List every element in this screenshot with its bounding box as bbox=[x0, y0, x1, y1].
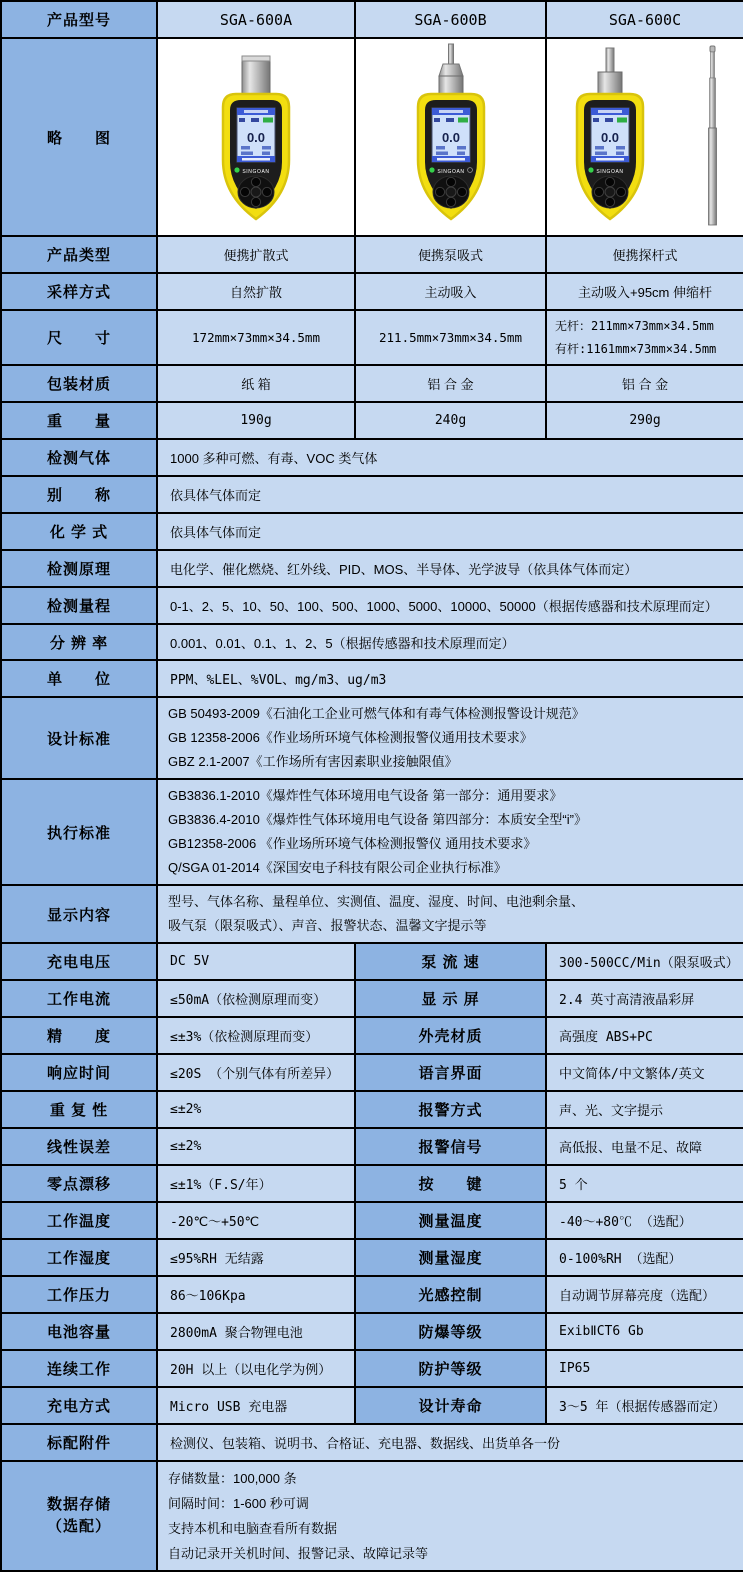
row-model bbox=[1, 1, 743, 38]
label-zero-drift: 零点漂移 bbox=[1, 1165, 157, 1202]
label-measure-temperature: 测量温度 bbox=[355, 1202, 546, 1239]
device-image-sga-600a bbox=[193, 42, 319, 232]
explosion-proof-grade-value: ExibⅡCT6 Gb bbox=[546, 1313, 743, 1350]
accuracy-value: ≤±3%（依检测原理而变） bbox=[157, 1017, 355, 1054]
model-sga-600c: SGA-600C bbox=[546, 1, 743, 38]
alarm-mode-value: 声、光、文字提示 bbox=[546, 1091, 743, 1128]
row-data-storage bbox=[1, 1461, 743, 1571]
screen-value: 0.0 bbox=[246, 130, 266, 145]
label-measure-humidity: 测量湿度 bbox=[355, 1239, 546, 1276]
label-packaging: 包装材质 bbox=[1, 365, 157, 402]
accessories-value: 检测仪、包装箱、说明书、合格证、充电器、数据线、出货单各一份 bbox=[157, 1424, 743, 1461]
label-alarm-signal: 报警信号 bbox=[355, 1128, 546, 1165]
data-storage-value bbox=[157, 1461, 743, 1571]
label-detection-range: 检测量程 bbox=[1, 587, 157, 624]
sensor-cap-icon bbox=[598, 72, 622, 96]
sampling-c: 主动吸入+95cm 伸缩杆 bbox=[546, 273, 743, 310]
label-dimensions: 尺 寸 bbox=[1, 310, 157, 365]
brand-label: SINGOAN bbox=[242, 169, 270, 175]
label-product-model: 产品型号 bbox=[1, 1, 157, 38]
row-exec-standards bbox=[1, 779, 743, 885]
row-accessories bbox=[1, 1424, 743, 1461]
detection-range-value: 0-1、2、5、10、50、100、500、1000、5000、10000、50000（根据传感器和技术原理而定） bbox=[157, 587, 743, 624]
linearity-error-value: ≤±2% bbox=[157, 1128, 355, 1165]
exec-standards-value bbox=[157, 779, 743, 885]
label-chemical-formula: 化 学 式 bbox=[1, 513, 157, 550]
label-light-control: 光感控制 bbox=[355, 1276, 546, 1313]
measure-humidity-value: 0-100%RH （选配） bbox=[546, 1239, 743, 1276]
row-sketch bbox=[1, 38, 743, 236]
data-storage-line: 支持本机和电脑查看所有数据 bbox=[168, 1521, 338, 1536]
row-working-humidity-measure-humidity bbox=[1, 1239, 743, 1276]
label-alias: 别 称 bbox=[1, 476, 157, 513]
continuous-work-value: 20H 以上（以电化学为例） bbox=[157, 1350, 355, 1387]
label-display-content: 显示内容 bbox=[1, 885, 157, 943]
sampling-a: 自然扩散 bbox=[157, 273, 355, 310]
label-sketch: 略 图 bbox=[1, 38, 157, 236]
zero-drift-value: ≤±1%（F.S/年） bbox=[157, 1165, 355, 1202]
label-repeatability: 重 复 性 bbox=[1, 1091, 157, 1128]
row-chemical-formula bbox=[1, 513, 743, 550]
exec-standard-line: GB3836.1-2010《爆炸性气体环境用电气设备 第一部分：通用要求》 bbox=[168, 788, 563, 803]
unit-value: PPM、%LEL、%VOL、mg/m3、ug/m3 bbox=[157, 660, 743, 697]
model-sga-600b: SGA-600B bbox=[355, 1, 546, 38]
design-standard-line: GBZ 2.1-2007《工作场所有害因素职业接触限值》 bbox=[168, 754, 458, 769]
packaging-c: 铝 合 金 bbox=[546, 365, 743, 402]
label-detection-principle: 检测原理 bbox=[1, 550, 157, 587]
sampling-b: 主动吸入 bbox=[355, 273, 546, 310]
measure-temperature-value: -40～+80℃ （选配） bbox=[546, 1202, 743, 1239]
product-type-c: 便携探杆式 bbox=[546, 236, 743, 273]
weight-a: 190g bbox=[157, 402, 355, 439]
probe-cone-icon bbox=[439, 64, 463, 76]
screen-value: 0.0 bbox=[441, 130, 460, 145]
label-response-time: 响应时间 bbox=[1, 1054, 157, 1091]
response-time-value: ≤20S （个别气体有所差异） bbox=[157, 1054, 355, 1091]
working-current-value: ≤50mA（依检测原理而变） bbox=[157, 980, 355, 1017]
row-continuous-work-protection-grade bbox=[1, 1350, 743, 1387]
row-accuracy-shell-material bbox=[1, 1017, 743, 1054]
working-pressure-value: 86～106Kpa bbox=[157, 1276, 355, 1313]
row-detection-range bbox=[1, 587, 743, 624]
row-design-standards bbox=[1, 697, 743, 779]
row-detection-principle bbox=[1, 550, 743, 587]
row-resolution bbox=[1, 624, 743, 660]
row-working-pressure-light-control bbox=[1, 1276, 743, 1313]
row-alias bbox=[1, 476, 743, 513]
row-unit bbox=[1, 660, 743, 697]
led-indicator bbox=[234, 167, 239, 172]
dimensions-a: 172mm×73mm×34.5mm bbox=[157, 310, 355, 365]
pump-flow-value: 300-500CC/Min（限泵吸式） bbox=[546, 943, 743, 980]
model-sga-600a: SGA-600A bbox=[157, 1, 355, 38]
working-humidity-value: ≤95%RH 无结露 bbox=[157, 1239, 355, 1276]
data-storage-line: 存储数量：100,000 条 bbox=[168, 1471, 297, 1486]
sketch-cell-a bbox=[157, 38, 355, 236]
design-standard-line: GB 12358-2006《作业场所环境气体检测报警仪通用技术要求》 bbox=[168, 730, 533, 745]
chemical-formula-value: 依具体气体而定 bbox=[157, 513, 743, 550]
dimensions-c bbox=[546, 310, 743, 365]
language-value: 中文简体/中文繁体/英文 bbox=[546, 1054, 743, 1091]
row-linearity-alarm-signal bbox=[1, 1128, 743, 1165]
label-design-life: 设计寿命 bbox=[355, 1387, 546, 1424]
device-image-sga-600b bbox=[388, 42, 514, 232]
charge-method-value: Micro USB 充电器 bbox=[157, 1387, 355, 1424]
sketch-cell-c bbox=[546, 38, 743, 236]
design-standards-value bbox=[157, 697, 743, 779]
row-working-current-display-screen bbox=[1, 980, 743, 1017]
label-continuous-work: 连续工作 bbox=[1, 1350, 157, 1387]
label-pump-flow: 泵 流 速 bbox=[355, 943, 546, 980]
row-sampling-method bbox=[1, 273, 743, 310]
display-screen-value: 2.4 英寸高清液晶彩屏 bbox=[546, 980, 743, 1017]
row-repeatability-alarm-mode bbox=[1, 1091, 743, 1128]
packaging-b: 铝 合 金 bbox=[355, 365, 546, 402]
row-gas-types bbox=[1, 439, 743, 476]
row-dimensions bbox=[1, 310, 743, 365]
label-working-pressure: 工作压力 bbox=[1, 1276, 157, 1313]
data-storage-label-line: （选配） bbox=[46, 1518, 111, 1535]
label-unit: 单 位 bbox=[1, 660, 157, 697]
label-accessories: 标配附件 bbox=[1, 1424, 157, 1461]
label-working-temperature: 工作温度 bbox=[1, 1202, 157, 1239]
row-weight bbox=[1, 402, 743, 439]
product-type-b: 便携泵吸式 bbox=[355, 236, 546, 273]
label-charge-voltage: 充电电压 bbox=[1, 943, 157, 980]
charge-voltage-value: DC 5V bbox=[157, 943, 355, 980]
weight-c: 290g bbox=[546, 402, 743, 439]
dimensions-c-with-rod: 有杆:1161mm×73mm×34.5mm bbox=[555, 341, 717, 356]
probe-rod-icon bbox=[448, 44, 453, 64]
label-resolution: 分 辨 率 bbox=[1, 624, 157, 660]
label-linearity-error: 线性误差 bbox=[1, 1128, 157, 1165]
label-exec-standards: 执行标准 bbox=[1, 779, 157, 885]
detection-principle-value: 电化学、催化燃烧、红外线、PID、MOS、半导体、光学波导（依具体气体而定） bbox=[157, 550, 743, 587]
row-charge-method-design-life bbox=[1, 1387, 743, 1424]
weight-b: 240g bbox=[355, 402, 546, 439]
exec-standard-line: Q/SGA 01-2014《深国安电子科技有限公司企业执行标准》 bbox=[168, 860, 507, 875]
label-charge-method: 充电方式 bbox=[1, 1387, 157, 1424]
sensor-cap-icon bbox=[242, 56, 270, 96]
screen-value: 0.0 bbox=[600, 130, 620, 145]
label-battery-capacity: 电池容量 bbox=[1, 1313, 157, 1350]
data-storage-line: 间隔时间：1-600 秒可调 bbox=[168, 1496, 309, 1511]
row-working-temp-measure-temp bbox=[1, 1202, 743, 1239]
label-explosion-proof-grade: 防爆等级 bbox=[355, 1313, 546, 1350]
display-content-line: 吸气泵（限泵吸式）、声音、报警状态、温馨文字提示等 bbox=[168, 918, 487, 933]
brand-label: SINGOAN bbox=[436, 169, 465, 175]
row-packaging bbox=[1, 365, 743, 402]
dimensions-c-no-rod: 无杆：211mm×73mm×34.5mm bbox=[555, 318, 714, 333]
protection-grade-value: IP65 bbox=[546, 1350, 743, 1387]
exec-standard-line: GB3836.4-2010《爆炸性气体环境用电气设备 第四部分：本质安全型“i”》 bbox=[168, 812, 587, 827]
battery-capacity-value: 2800mA 聚合物锂电池 bbox=[157, 1313, 355, 1350]
alias-value: 依具体气体而定 bbox=[157, 476, 743, 513]
dimensions-b: 211.5mm×73mm×34.5mm bbox=[355, 310, 546, 365]
label-product-type: 产品类型 bbox=[1, 236, 157, 273]
label-gas-types: 检测气体 bbox=[1, 439, 157, 476]
label-working-humidity: 工作湿度 bbox=[1, 1239, 157, 1276]
label-working-current: 工作电流 bbox=[1, 980, 157, 1017]
label-alarm-mode: 报警方式 bbox=[355, 1091, 546, 1128]
alarm-signal-value: 高低报、电量不足、故障 bbox=[546, 1128, 743, 1165]
working-temperature-value: -20℃～+50℃ bbox=[157, 1202, 355, 1239]
light-control-value: 自动调节屏幕亮度（选配） bbox=[546, 1276, 743, 1313]
sketch-cell-b bbox=[355, 38, 546, 236]
data-storage-line: 自动记录开关机时间、报警记录、故障记录等 bbox=[168, 1546, 429, 1561]
led-indicator bbox=[429, 167, 434, 172]
gas-types-value: 1000 多种可燃、有毒、VOC 类气体 bbox=[157, 439, 743, 476]
product-type-a: 便携扩散式 bbox=[157, 236, 355, 273]
row-product-type bbox=[1, 236, 743, 273]
row-battery-explosion-proof bbox=[1, 1313, 743, 1350]
row-zero-drift-buttons bbox=[1, 1165, 743, 1202]
label-language: 语言界面 bbox=[355, 1054, 546, 1091]
design-life-value: 3～5 年（根据传感器而定） bbox=[546, 1387, 743, 1424]
label-design-standards: 设计标准 bbox=[1, 697, 157, 779]
display-content-value bbox=[157, 885, 743, 943]
row-display-content bbox=[1, 885, 743, 943]
label-shell-material: 外壳材质 bbox=[355, 1017, 546, 1054]
label-buttons: 按 键 bbox=[355, 1165, 546, 1202]
display-content-line: 型号、气体名称、量程单位、实测值、温度、湿度、时间、电池剩余量、 bbox=[168, 894, 585, 909]
label-accuracy: 精 度 bbox=[1, 1017, 157, 1054]
label-display-screen: 显 示 屏 bbox=[355, 980, 546, 1017]
buttons-value: 5 个 bbox=[546, 1165, 743, 1202]
packaging-a: 纸 箱 bbox=[157, 365, 355, 402]
device-image-sga-600c bbox=[548, 42, 742, 232]
row-response-time-language bbox=[1, 1054, 743, 1091]
shell-material-value: 高强度 ABS+PC bbox=[546, 1017, 743, 1054]
led-indicator bbox=[588, 167, 593, 172]
data-storage-label-line: 数据存储 bbox=[46, 1496, 111, 1513]
row-charge-voltage-pump-flow bbox=[1, 943, 743, 980]
exec-standard-line: GB12358-2006 《作业场所环境气体检测报警仪 通用技术要求》 bbox=[168, 836, 537, 851]
label-weight: 重 量 bbox=[1, 402, 157, 439]
resolution-value: 0.001、0.01、0.1、1、2、5（根据传感器和技术原理而定） bbox=[157, 624, 743, 660]
label-data-storage bbox=[1, 1461, 157, 1571]
brand-label: SINGOAN bbox=[596, 169, 624, 175]
design-standard-line: GB 50493-2009《石油化工企业可燃气体和有毒气体检测报警设计规范》 bbox=[168, 706, 585, 721]
label-protection-grade: 防护等级 bbox=[355, 1350, 546, 1387]
probe-rod-icon bbox=[606, 48, 614, 72]
label-sampling-method: 采样方式 bbox=[1, 273, 157, 310]
repeatability-value: ≤±2% bbox=[157, 1091, 355, 1128]
telescopic-rod-icon bbox=[710, 46, 715, 52]
